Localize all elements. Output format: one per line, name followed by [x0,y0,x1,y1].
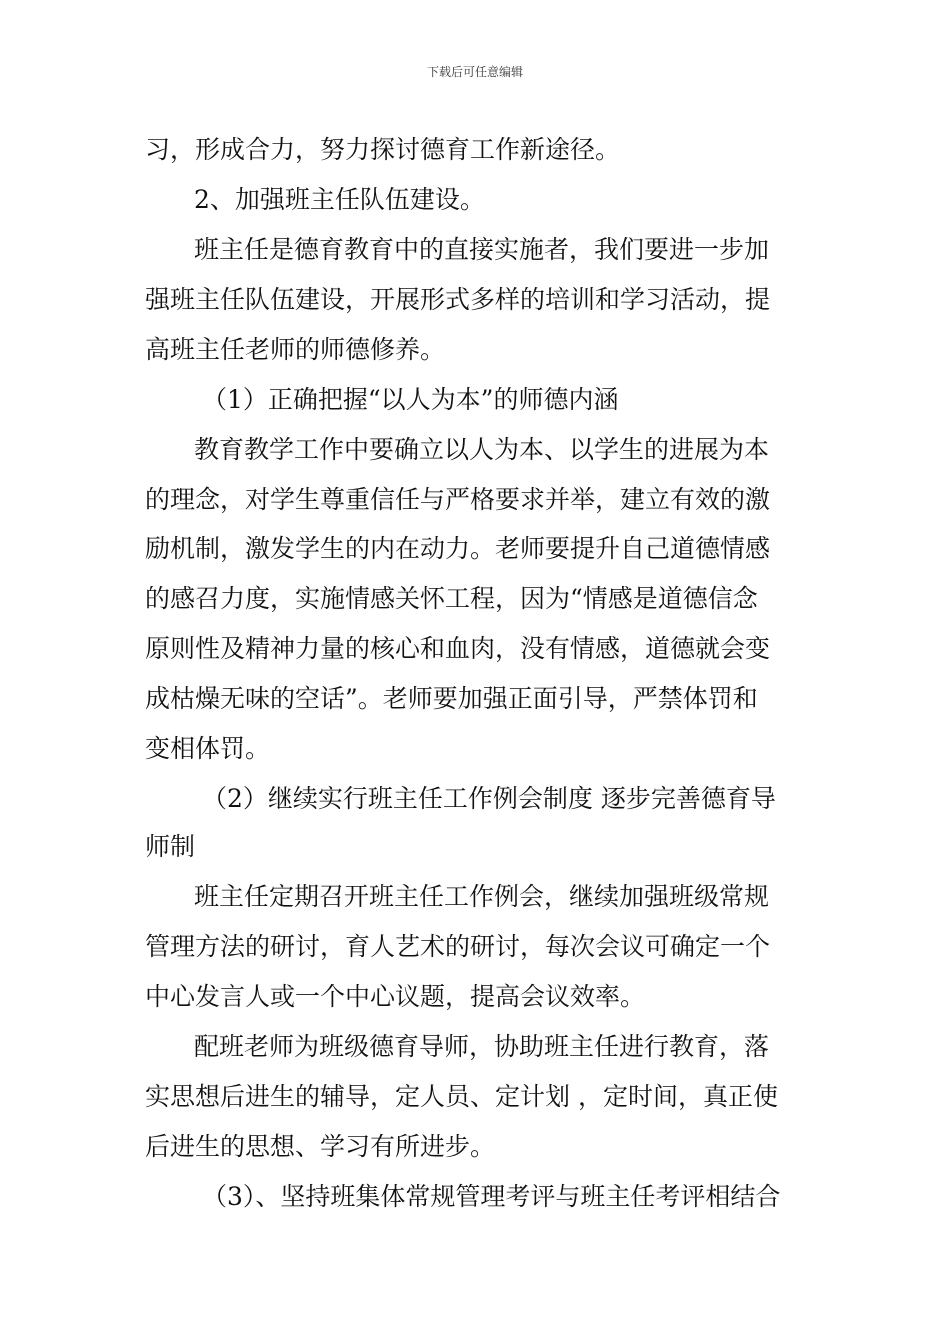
text-line: 管理方法的研讨，育人艺术的研讨，每次会议可确定一个 [145,932,771,961]
text-line: （2）继续实行班主任工作例会制度 逐步完善德育导 [202,784,776,813]
text-line: 原则性及精神力量的核心和血肉，没有情感，道德就会变 [145,634,771,663]
text-line: 高班主任老师的师德修养。 [145,335,446,364]
text-line: 中心发言人或一个中心议题，提高会议效率。 [145,982,646,1011]
text-line: 后进生的思想、学习有所进步。 [145,1132,496,1161]
text-line: 师制 [145,832,196,861]
text-line: 班主任是德育教育中的直接实施者，我们要进一步加 [194,235,770,264]
text-line: （1）正确把握“以人为本”的师德内涵 [202,385,619,414]
text-line: 成枯燥无味的空话”。老师要加强正面引导，严禁体罚和 [145,684,758,713]
text-line: 配班老师为班级德育导师，协助班主任进行教育，落 [194,1032,770,1061]
text-line: 2、加强班主任队伍建设。 [194,185,485,214]
text-line: 的感召力度，实施情感关怀工程，因为“情感是道德信念 [145,584,758,613]
text-line: 习，形成合力，努力探讨德育工作新途径。 [145,135,621,164]
text-line: 教育教学工作中要确立以人为本、以学生的进展为本 [194,435,770,464]
text-line: 强班主任队伍建设，开展形式多样的培训和学习活动，提 [145,285,771,314]
text-line: 实思想后进生的辅导，定人员、定计划 ，定时间，真正使 [145,1082,778,1111]
page-header: 下载后可任意编辑 [426,65,523,79]
text-line: 的理念，对学生尊重信任与严格要求并举，建立有效的激 [145,485,771,514]
text-line: （3）、坚持班集体常规管理考评与班主任考评相结合 [202,1182,781,1211]
text-line: 班主任定期召开班主任工作例会，继续加强班级常规 [194,882,770,911]
text-line: 励机制，激发学生的内在动力。老师要提升自己道德情感 [145,534,771,563]
text-line: 变相体罚。 [145,734,271,763]
